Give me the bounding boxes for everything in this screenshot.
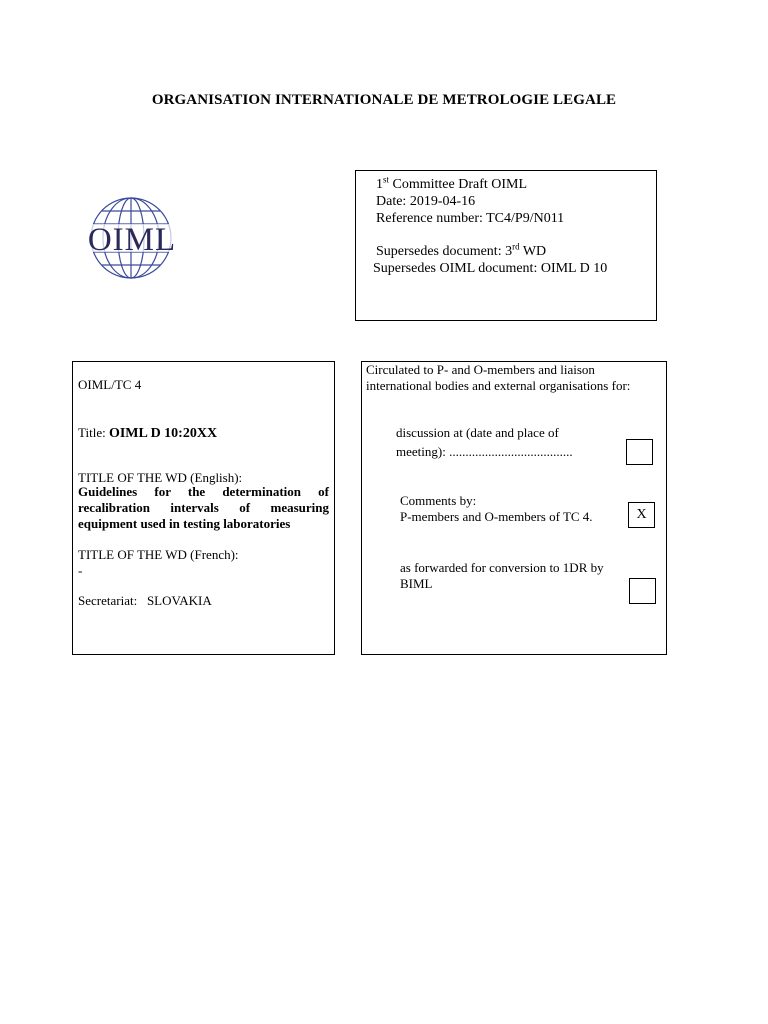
discussion-option-line1: discussion at (date and place of (396, 425, 559, 440)
comments-option-line2: P-members and O-members of TC 4. (400, 509, 593, 524)
discussion-checkbox[interactable] (626, 439, 653, 465)
circulation-intro-line2: international bodies and external organisations for: (366, 378, 631, 393)
comments-checkbox[interactable]: X (628, 502, 655, 528)
circulation-box (361, 361, 667, 655)
reference-number: Reference number: TC4/P9/N011 (376, 211, 565, 226)
comments-option-line1: Comments by: (400, 493, 477, 508)
wd-english-title: Guidelines for the determination of recalibration intervals of measuring equipment used in testing laboratories (78, 484, 329, 531)
oiml-logo (78, 194, 188, 284)
forward-option-line2: BIML (400, 576, 433, 591)
document-title-line: Title: OIML D 10:20XX (78, 425, 218, 441)
circulation-intro-line1: Circulated to P- and O-members and liaison (366, 362, 595, 377)
organisation-title: ORGANISATION INTERNATIONALE DE METROLOGIE LEGALE (151, 92, 617, 108)
oiml-logo-text: OIML (87, 222, 177, 258)
technical-committee: OIML/TC 4 (78, 377, 142, 392)
secretariat-line: Secretariat: SLOVAKIA (78, 593, 212, 608)
forward-checkbox[interactable] (629, 578, 656, 604)
draft-info-box (355, 170, 657, 321)
committee-info-box (72, 361, 335, 655)
wd-french-title: - (78, 563, 83, 578)
discussion-option-line2: meeting): ...................................... (396, 444, 573, 459)
supersedes-document: Supersedes document: 3rd WD (376, 241, 547, 259)
wd-french-label: TITLE OF THE WD (French): (78, 547, 239, 562)
forward-option-line1: as forwarded for conversion to 1DR by (400, 560, 604, 575)
committee-draft-line: 1st Committee Draft OIML (376, 174, 528, 192)
supersedes-oiml-document: Supersedes OIML document: OIML D 10 (373, 261, 608, 276)
draft-date: Date: 2019-04-16 (376, 194, 476, 209)
wd-english-label: TITLE OF THE WD (English): (78, 470, 243, 485)
